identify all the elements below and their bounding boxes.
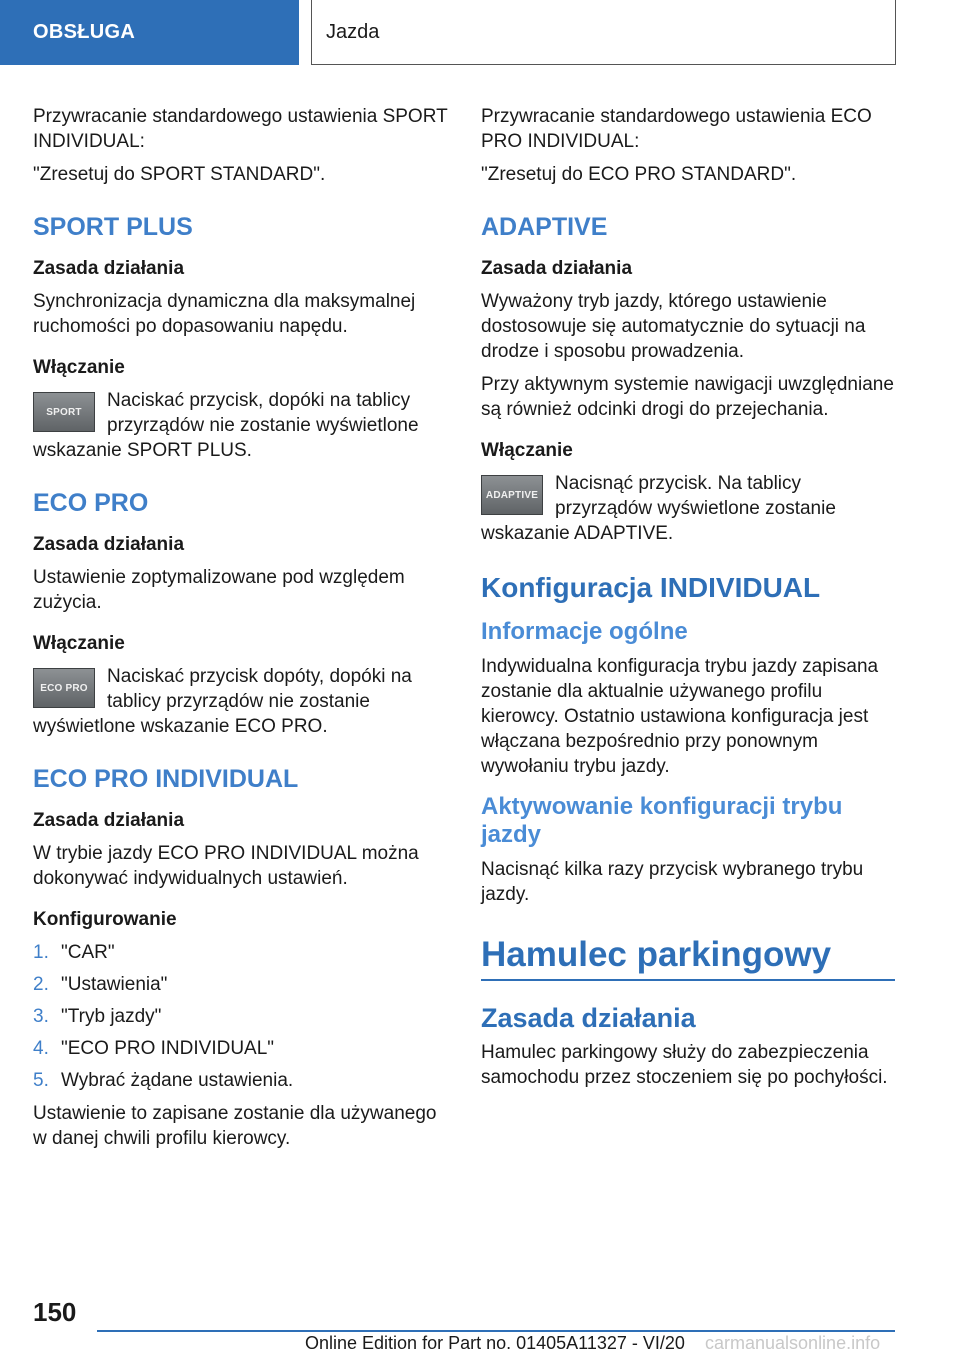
sport-button-icon: SPORT [33, 392, 95, 432]
eco-pro-principle-text: Ustawienie zoptymalizowane pod względem zużycia. [33, 567, 405, 613]
activate-config-heading: Aktywowanie konfiguracji trybu jazdy [481, 793, 843, 848]
general-info-text: Indywidualna konfiguracja trybu jazdy zapisana zostanie dla aktualnie używanego profilu kierowcy. Ostatnio ustawiona konfiguracja jest włączana bezpośrednio przy ponownym wywołaniu trybu jazdy. [481, 656, 879, 777]
watermark: carmanualsonline.info [705, 1333, 881, 1353]
step-text: "Tryb jazdy" [61, 1006, 162, 1027]
eco-pro-activation [33, 664, 451, 739]
activate-config-text: Nacisnąć kilka razy przycisk wybranego trybu jazdy. [481, 859, 864, 905]
eco-pro-individual-principle-text: W trybie jazdy ECO PRO INDIVIDUAL można dokonywać indywidualnych ustawień. [33, 843, 419, 889]
eco-pro-button-icon: ECO PRO [33, 668, 95, 708]
step-number: 1. [33, 942, 49, 963]
parking-brake-heading: Hamulec parkingowy [481, 935, 895, 981]
step-text: "CAR" [61, 942, 115, 963]
sport-plus-principle-text: Synchronizacja dynamiczna dla maksymalnej ruchomości po dopasowaniu napędu. [33, 291, 416, 337]
adaptive-activation [481, 471, 895, 546]
chapter-title: Jazda [311, 0, 896, 65]
list-item [33, 940, 451, 965]
list-item [33, 1068, 451, 1093]
step-number: 4. [33, 1038, 49, 1059]
parking-brake-principle-heading: Zasada działania [481, 1003, 696, 1033]
step-number: 3. [33, 1006, 49, 1027]
eco-pro-individual-heading: ECO PRO INDIVIDUAL [33, 765, 299, 793]
footer-edition: Online Edition for Part no. 01405A11327 - VI/20 [305, 1333, 685, 1353]
list-item [33, 1004, 451, 1029]
adaptive-activation-heading: Włączanie [481, 440, 573, 461]
adaptive-principle-heading: Zasada działania [481, 258, 633, 279]
reset-sport-command: "Zresetuj do SPORT STANDARD". [33, 164, 326, 185]
right-column [481, 104, 895, 1098]
step-number: 5. [33, 1070, 49, 1091]
sport-plus-principle-heading: Zasada działania [33, 258, 185, 279]
footer-divider [97, 1330, 895, 1332]
eco-pro-heading: ECO PRO [33, 489, 149, 517]
eco-pro-principle-heading: Zasada działania [33, 534, 185, 555]
individual-config-heading: Konfiguracja INDIVIDUAL [481, 572, 821, 603]
reset-sport-text: Przywracanie standardowego ustawienia SPORT INDIVIDUAL: [33, 106, 448, 152]
sport-plus-activation-heading: Włączanie [33, 357, 125, 378]
adaptive-navigation-text: Przy aktywnym systemie nawigacji uwzględniane są również odcinki drogi do przejechania. [481, 374, 894, 420]
sport-plus-heading: SPORT PLUS [33, 213, 193, 241]
list-item [33, 972, 451, 997]
general-info-heading: Informacje ogólne [481, 618, 688, 645]
adaptive-activation-text: Nacisnąć przycisk. Na tablicy przyrządów wyświetlone zostanie wskazanie ADAPTIVE. [481, 473, 836, 544]
section-tab: OBSŁUGA [0, 0, 299, 65]
adaptive-button-icon: ADAPTIVE [481, 475, 543, 515]
eco-pro-activation-heading: Włączanie [33, 633, 125, 654]
page-number: 150 [33, 1297, 77, 1327]
sport-plus-activation-text: Naciskać przycisk, dopóki na tablicy przyrządów nie zostanie wyświetlone wskazanie SPORT PLUS. [33, 390, 419, 461]
reset-eco-text: Przywracanie standardowego ustawienia ECO PRO INDIVIDUAL: [481, 106, 872, 152]
config-steps [33, 940, 451, 1093]
adaptive-principle-text: Wyważony tryb jazdy, którego ustawienie dostosowuje się automatycznie do sytuacji na drodze i sposobu prowadzenia. [481, 291, 866, 362]
step-number: 2. [33, 974, 49, 995]
reset-eco-command: "Zresetuj do ECO PRO STANDARD". [481, 164, 797, 185]
sport-plus-activation [33, 388, 451, 463]
list-item [33, 1036, 451, 1061]
eco-pro-activation-text: Naciskać przycisk dopóty, dopóki na tablicy przyrządów nie zostanie wyświetlone wskazanie ECO PRO. [33, 666, 412, 737]
step-text: "ECO PRO INDIVIDUAL" [61, 1038, 275, 1059]
step-text: "Ustawienia" [61, 974, 168, 995]
step-text: Wybrać żądane ustawienia. [61, 1070, 294, 1091]
config-heading: Konfigurowanie [33, 909, 177, 930]
adaptive-heading: ADAPTIVE [481, 213, 608, 241]
eco-pro-individual-principle-heading: Zasada działania [33, 810, 185, 831]
saved-text: Ustawienie to zapisane zostanie dla używanego w danej chwili profilu kierowcy. [33, 1103, 437, 1149]
parking-brake-principle-text: Hamulec parkingowy służy do zabezpieczenia samochodu przez stoczeniem się po pochyłości. [481, 1042, 888, 1088]
left-column [33, 104, 451, 1159]
